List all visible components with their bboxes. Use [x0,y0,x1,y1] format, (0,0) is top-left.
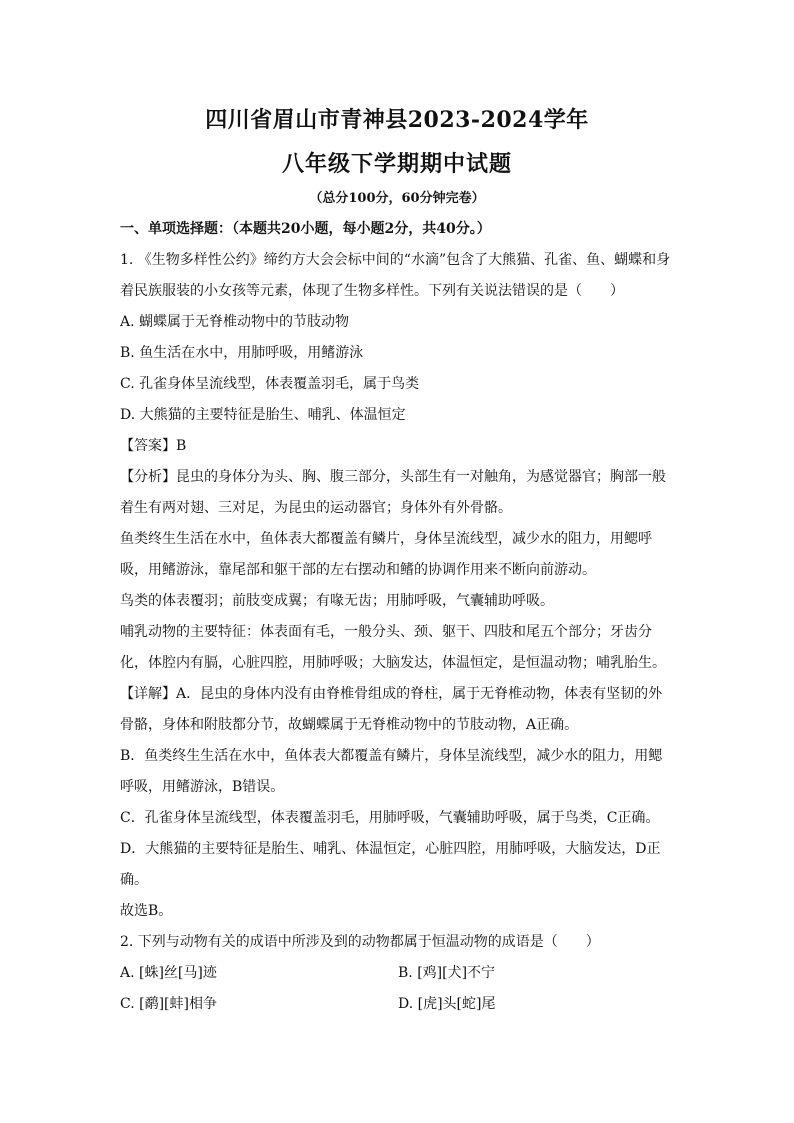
question-1-detail: B．鱼类终生生活在水中，鱼体表大都覆盖有鳞片，身体呈流线型，减少水的阻力，用鳃 [120,748,663,764]
question-1-analysis: 吸，用鳍游泳，靠尾部和躯干部的左右摆动和鳍的协调作用来不断向前游动。 [120,562,596,578]
question-2-options-row-1 [120,958,676,989]
document-body [120,214,676,1020]
question-1-detail: D．大熊猫的主要特征是胎生、哺乳、体温恒定，心脏四腔，用肺呼吸，大脑发达，D正 [120,841,661,857]
exam-info: （总分100分，60分钟完卷） [309,191,485,206]
question-1-analysis: 鱼类终生生活在水中，鱼体表大都覆盖有鳞片，身体呈流线型，减少水的阻力，用鳃呼 [120,531,652,547]
question-1-option-c: C. 孔雀身体呈流线型，体表覆盖羽毛，属于鸟类 [120,376,420,392]
question-1-detail: 呼吸，用鳍游泳，B错误。 [120,779,285,795]
question-1-detail: 骨骼，身体和附肢都分节，故蝴蝶属于无脊椎动物中的节肢动物，A正确。 [120,717,579,733]
question-2-option-c: C. [鹬][蚌]相争 [120,996,217,1012]
question-1-detail: C．孔雀身体呈流线型，体表覆盖羽毛，用肺呼吸，气囊辅助呼吸，属于鸟类，C正确。 [120,810,660,826]
question-1-analysis: 鸟类的体表覆羽；前肢变成翼；有喙无齿；用肺呼吸，气囊辅助呼吸。 [120,593,554,609]
question-1-stem: 1. 《生物多样性公约》缔约方大会会标中间的“水滴”包含了大熊猫、孔雀、鱼、蝴蝶和身 [120,252,671,268]
question-2-option-d: D. [虎]头[蛇]尾 [398,996,496,1012]
question-1-detail: 【详解】A．昆虫的身体内没有由脊椎骨组成的脊柱，属于无脊椎动物，体表有坚韧的外 [120,686,663,702]
section-heading: 一、单项选择题：（本题共20小题，每小题2分，共40分。） [120,221,491,237]
question-2-stem: 2. 下列与动物有关的成语中所涉及到的动物都属于恒温动物的成语是（ ） [120,934,600,950]
document-subtitle-title: 八年级下学期期中试题 [281,151,512,177]
question-1-option-b: B. 鱼生活在水中，用肺呼吸，用鳍游泳 [120,345,364,361]
question-1-option-d: D. 大熊猫的主要特征是胎生、哺乳、体温恒定 [120,407,406,423]
question-1-stem-cont: 着民族服装的小女孩等元素，体现了生物多样性。下列有关说法错误的是（ ） [120,283,624,299]
question-1-analysis: 化，体腔内有膈，心脏四腔，用肺呼吸；大脑发达，体温恒定，是恒温动物；哺乳胎生。 [120,655,666,671]
document-title: 四川省眉山市青神县2023-2024学年 [205,107,589,133]
question-1-analysis: 着生有两对翅、三对足，为昆虫的运动器官；身体外有外骨骼。 [120,500,512,516]
question-1-option-a: A. 蝴蝶属于无脊椎动物中的节肢动物 [120,314,350,330]
question-1-analysis: 哺乳动物的主要特征：体表面有毛，一般分头、颈、躯干、四肢和尾五个部分；牙齿分 [120,624,652,640]
question-2-option-a: A. [蛛]丝[马]迹 [120,965,217,981]
question-2-options-row-2 [120,989,676,1020]
question-1-conclusion: 故选B。 [120,903,173,919]
question-1-answer: 【答案】B [120,438,187,454]
question-2-option-b: B. [鸡][犬]不宁 [398,965,496,981]
question-1-detail: 确。 [120,872,148,888]
question-1-analysis: 【分析】昆虫的身体分为头、胸、腹三部分，头部生有一对触角，为感觉器官；胸部一般 [120,469,666,485]
